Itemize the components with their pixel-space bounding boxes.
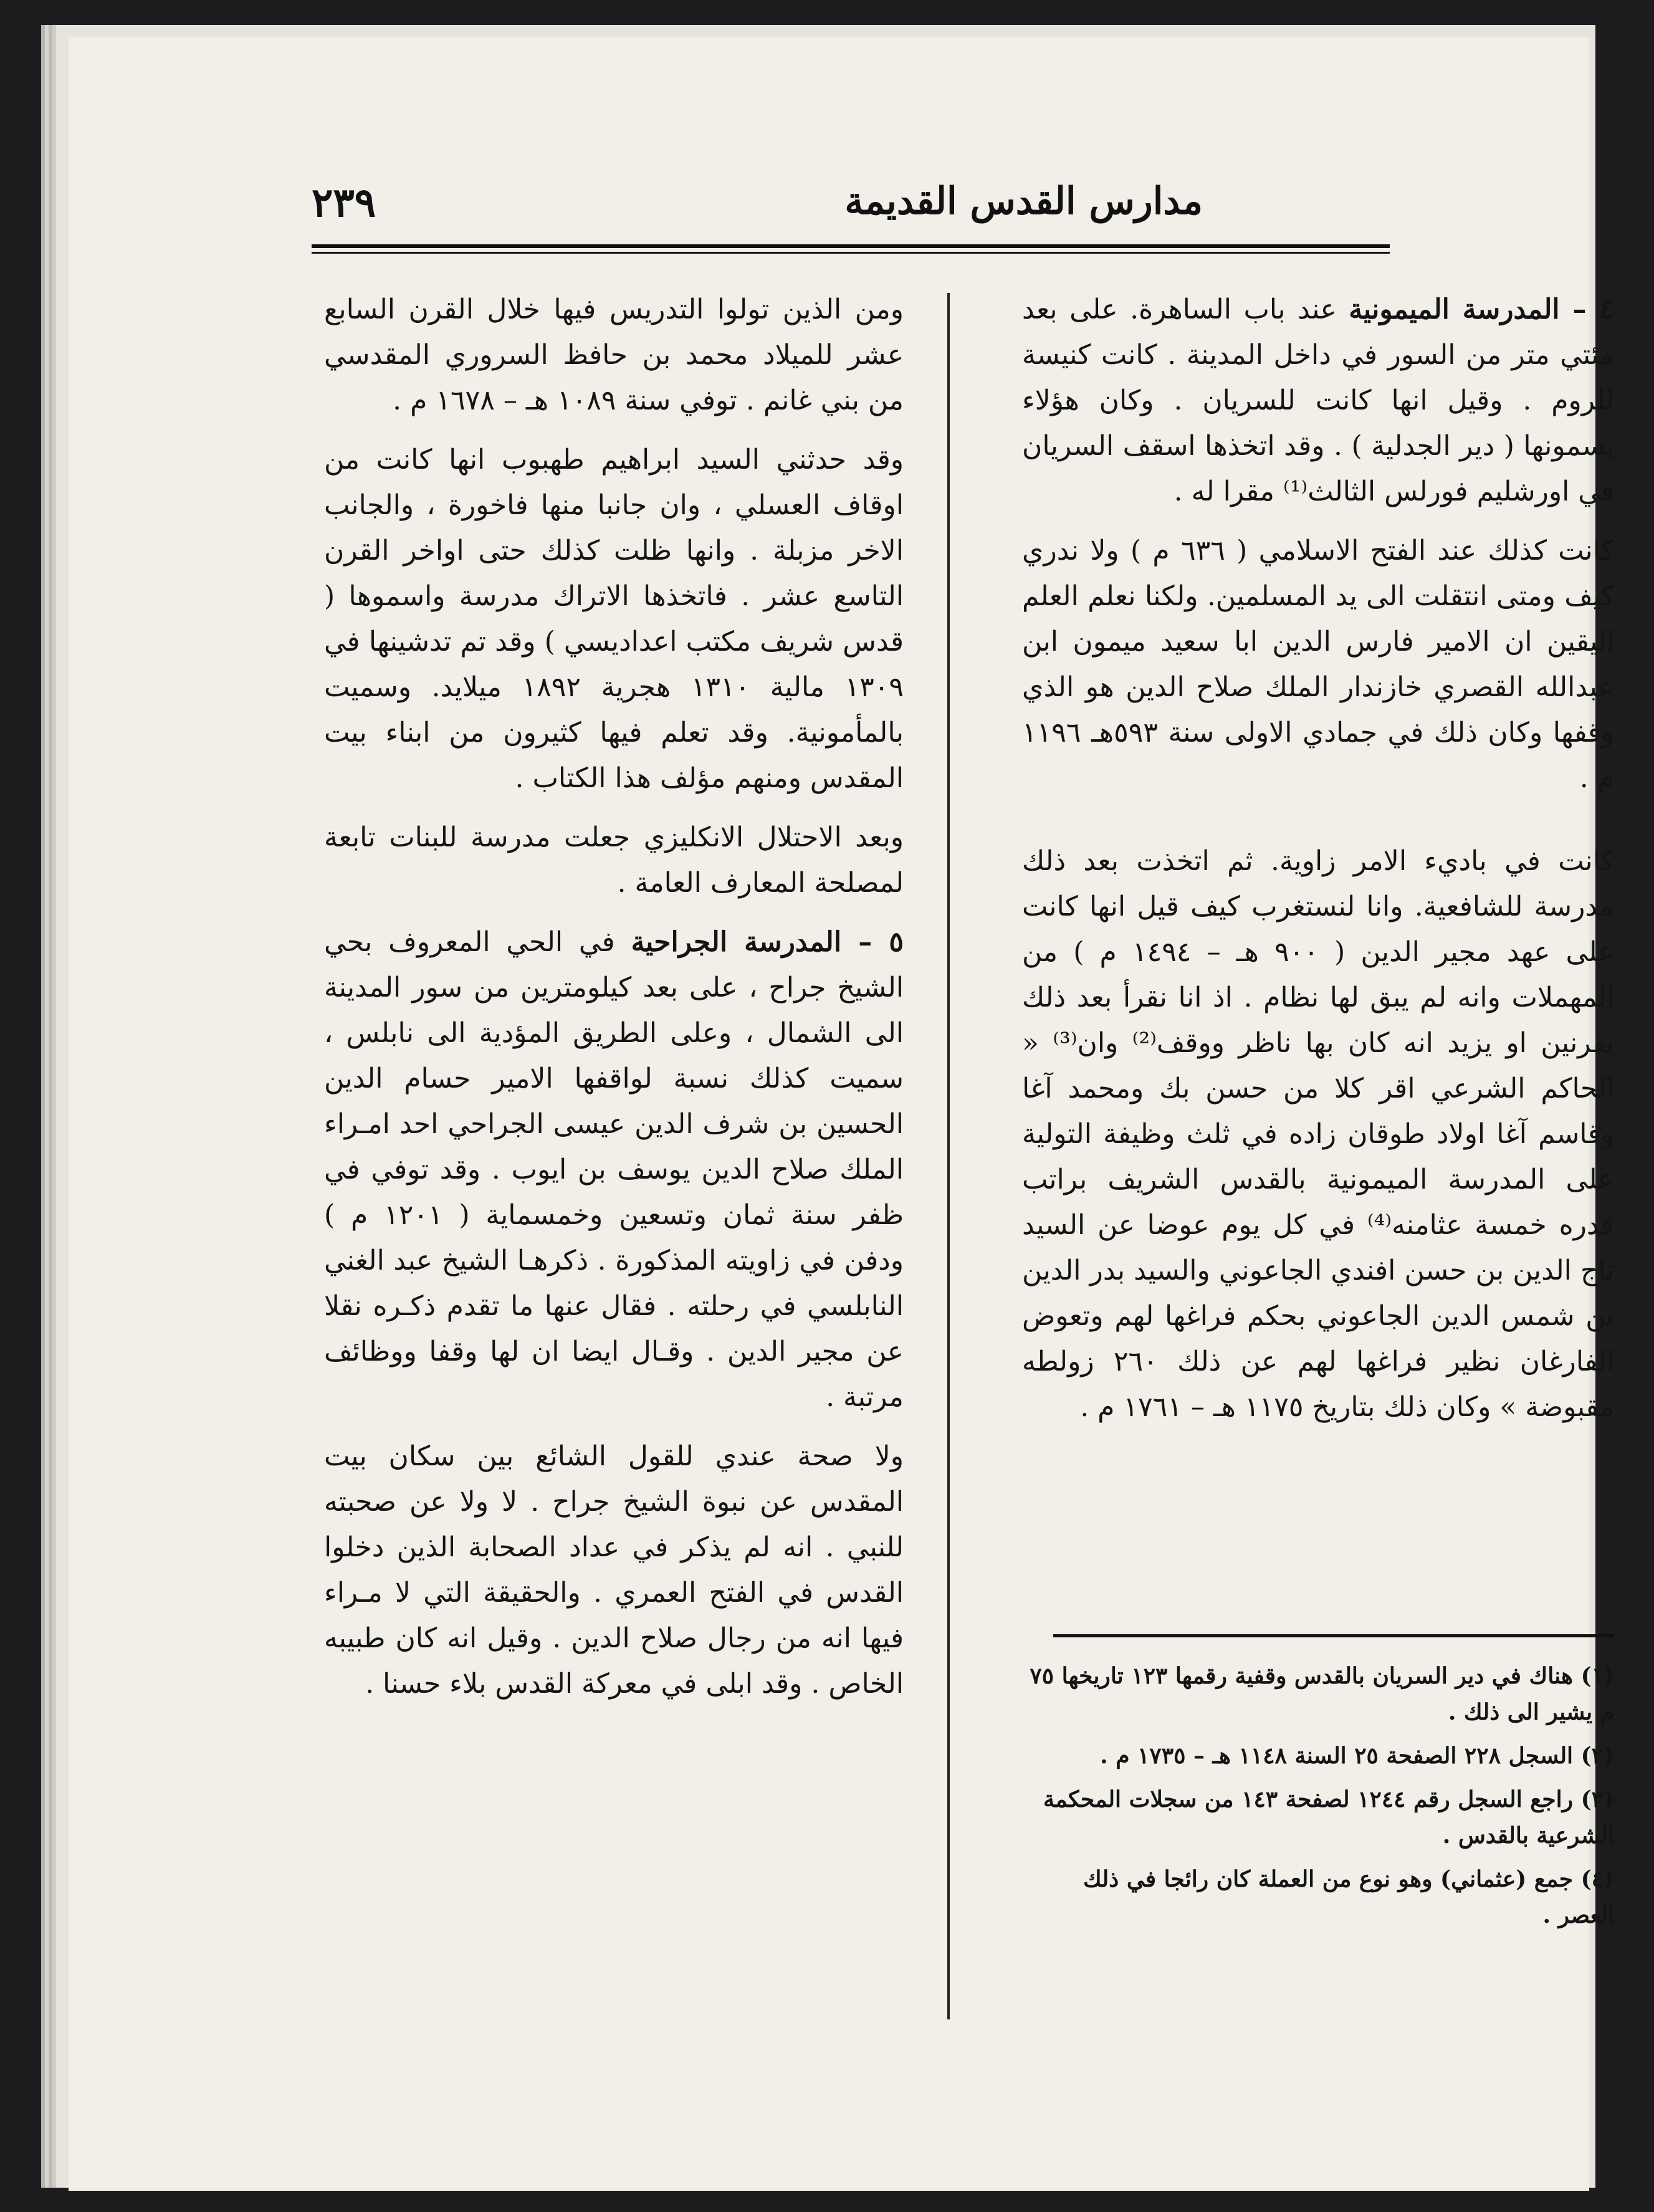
footnote-3: (٣) راجع السجل رقم ١٢٤٤ لصفحة ١٤٣ من سجلات المحكمة الشرعية بالقدس . (1043, 1786, 1614, 1849)
page-number: ٢٣٩ (312, 180, 376, 226)
paragraph-text: عند باب الساهرة. على بعد مئتي متر من السور في داخل المدينة . كانت كنيسة للروم . وقيل انها كانت للسريان . وكان هؤلاء يسمونها ( دير الجدلية ) . وقد اتخذها اسقف السريان في اورشليم فورلس الثالث⁽¹⁾ مقرا له . (1022, 294, 1614, 507)
paragraph-awqaf: وقد حدثني السيد ابراهيم طهبوب انها كانت من اوقاف العسلي ، وان جانبا منها فاخورة ، والجانب الاخر مزبلة . وانها ظلت كذلك حتى اواخر القرن التاسع عشر . فاتخذها الاتراك مدرسة واسموها ( قدس شريف مكتب اعداديسي ) وقد تم تدشينها في ١٣٠٩ مالية ١٣١٠ هجرية ١٨٩٢ ميلايد. وسميت بالمأمونية. وقد تعلم فيها كثيرون من ابناء بيت المقدس ومنهم مؤلف هذا الكتاب . (324, 444, 904, 794)
paragraph-british-occupation: وبعد الاحتلال الانكليزي جعلت مدرسة للبنات تابعة لمصلحة المعارف العامة . (324, 821, 904, 899)
paragraph-zawiya: كانت في باديء الامر زاوية. ثم اتخذت بعد ذلك مدرسة للشافعية. وانا لنستغرب كيف قيل انها كانت على عهد مجير الدين ( ٩٠٠ هـ – ١٤٩٤ م ) من المهملات وانه لم يبق لها نظام . اذ انا نقرأ بعد ذلك بقرنين او يزيد انه كان بها ناظر ووقف⁽²⁾ وان⁽³⁾ « الحاكم الشرعي اقر كلا من حسن بك ومحمد آغا وقاسم آغا اولاد طوقان زاده في ثلث وظيفة التولية على المدرسة الميمونية بالقدس الشريف براتب قدره خمسة عثامنه⁽⁴⁾ في كل يوم عوضا عن السيد تاج الدين بن حسن افندي الجاعوني والسيد بدر الدين بن شمس الدين الجاعوني بحكم فراغها لهم وتعوض الفارغان نظير فراغها لهم عن ذلك ٢٦٠ زولطه مقبوضة » وكان ذلك بتاريخ ١١٧٥ هـ – ١٧٦١ م . (1022, 845, 1614, 1423)
paragraph-text: في الحي المعروف بحي الشيخ جراح ، على بعد كيلومترين من سور المدينة الى الشمال ، وعلى الطريق المؤدية الى نابلس ، سميت كذلك نسبة لواقفها الامير حسام الدين الحسين بن شرف الدين عيسى الجراحي احد امـراء الملك صلاح الدين يوسف بن ايوب . وقد توفي في ظفر سنة ثمان وتسعين وخمسماية ( ١٢٠١ م ) ودفن في زاويته المذكورة . ذكرهـا الشيخ عبد الغني النابلسي في رحلته . فقال عنها ما تقدم ذكـره نقلا عن مجير الدين . وقـال ايضا ان لها وقفا ووظائف مرتبة . (324, 926, 904, 1413)
footnotes (1022, 1658, 1614, 1941)
footnote-4: (٤) جمع (عثماني) وهو نوع من العملة كان رائجا في ذلك العصر . (1083, 1866, 1614, 1928)
right-column (1022, 287, 1614, 1444)
footnote-1: (١) هناك في دير السريان بالقدس وقفية رقمها ١٢٣ تاريخها ٧٥ م يشير الى ذلك . (1030, 1663, 1614, 1725)
section-heading-maimuniya: ٤ – المدرسة الميمونية (1349, 294, 1614, 325)
column-divider (947, 293, 950, 2019)
paragraph-islamic-conquest: كانت كذلك عند الفتح الاسلامي ( ٦٣٦ م ) ولا ندري كيف ومتى انتقلت الى يد المسلمين. ولكنا نعلم العلم اليقين ان الامير فارس الدين ابا سعيد ميمون ابن عبدالله القصري خازندار الملك صلاح الدين هو الذي وقفها وكان ذلك في جمادي الاولى سنة ٥٩٣هـ ١١٩٦ م . (1022, 535, 1614, 794)
footnote-rule (1053, 1634, 1614, 1637)
page-header (312, 168, 1390, 256)
section-heading-jarrahiya: ٥ – المدرسة الجراحية (631, 926, 904, 958)
paragraph-jarrahiya (324, 919, 904, 1420)
paragraph-teachers: ومن الذين تولوا التدريس فيها خلال القرن السابع عشر للميلاد محمد بن حافظ السروري المقدسي من بني غانم . توفي سنة ١٠٨٩ هـ – ١٦٧٨ م . (324, 294, 904, 416)
footnote-2: (٢) السجل ٢٢٨ الصفحة ٢٥ السنة ١١٤٨ هـ – ١٧٣٥ م . (1100, 1743, 1614, 1769)
paragraph-maimuniya-intro (1022, 287, 1614, 514)
header-rule (312, 244, 1390, 254)
paragraph-sheikh-jarrah: ولا صحة عندي للقول الشائع بين سكان بيت المقدس عن نبوة الشيخ جراح . لا ولا عن صحبته للنبي . انه لم يذكر في عداد الصحابة الذين دخلوا القدس في الفتح العمري . والحقيقة التي لا مـراء فيها انه من رجال صلاح الدين . وقيل انه كان طبيبه الخاص . وقد ابلى في معركة القدس بلاء حسنا . (324, 1440, 904, 1700)
running-title: مدارس القدس القديمة (844, 180, 1203, 223)
left-column (324, 287, 904, 1720)
